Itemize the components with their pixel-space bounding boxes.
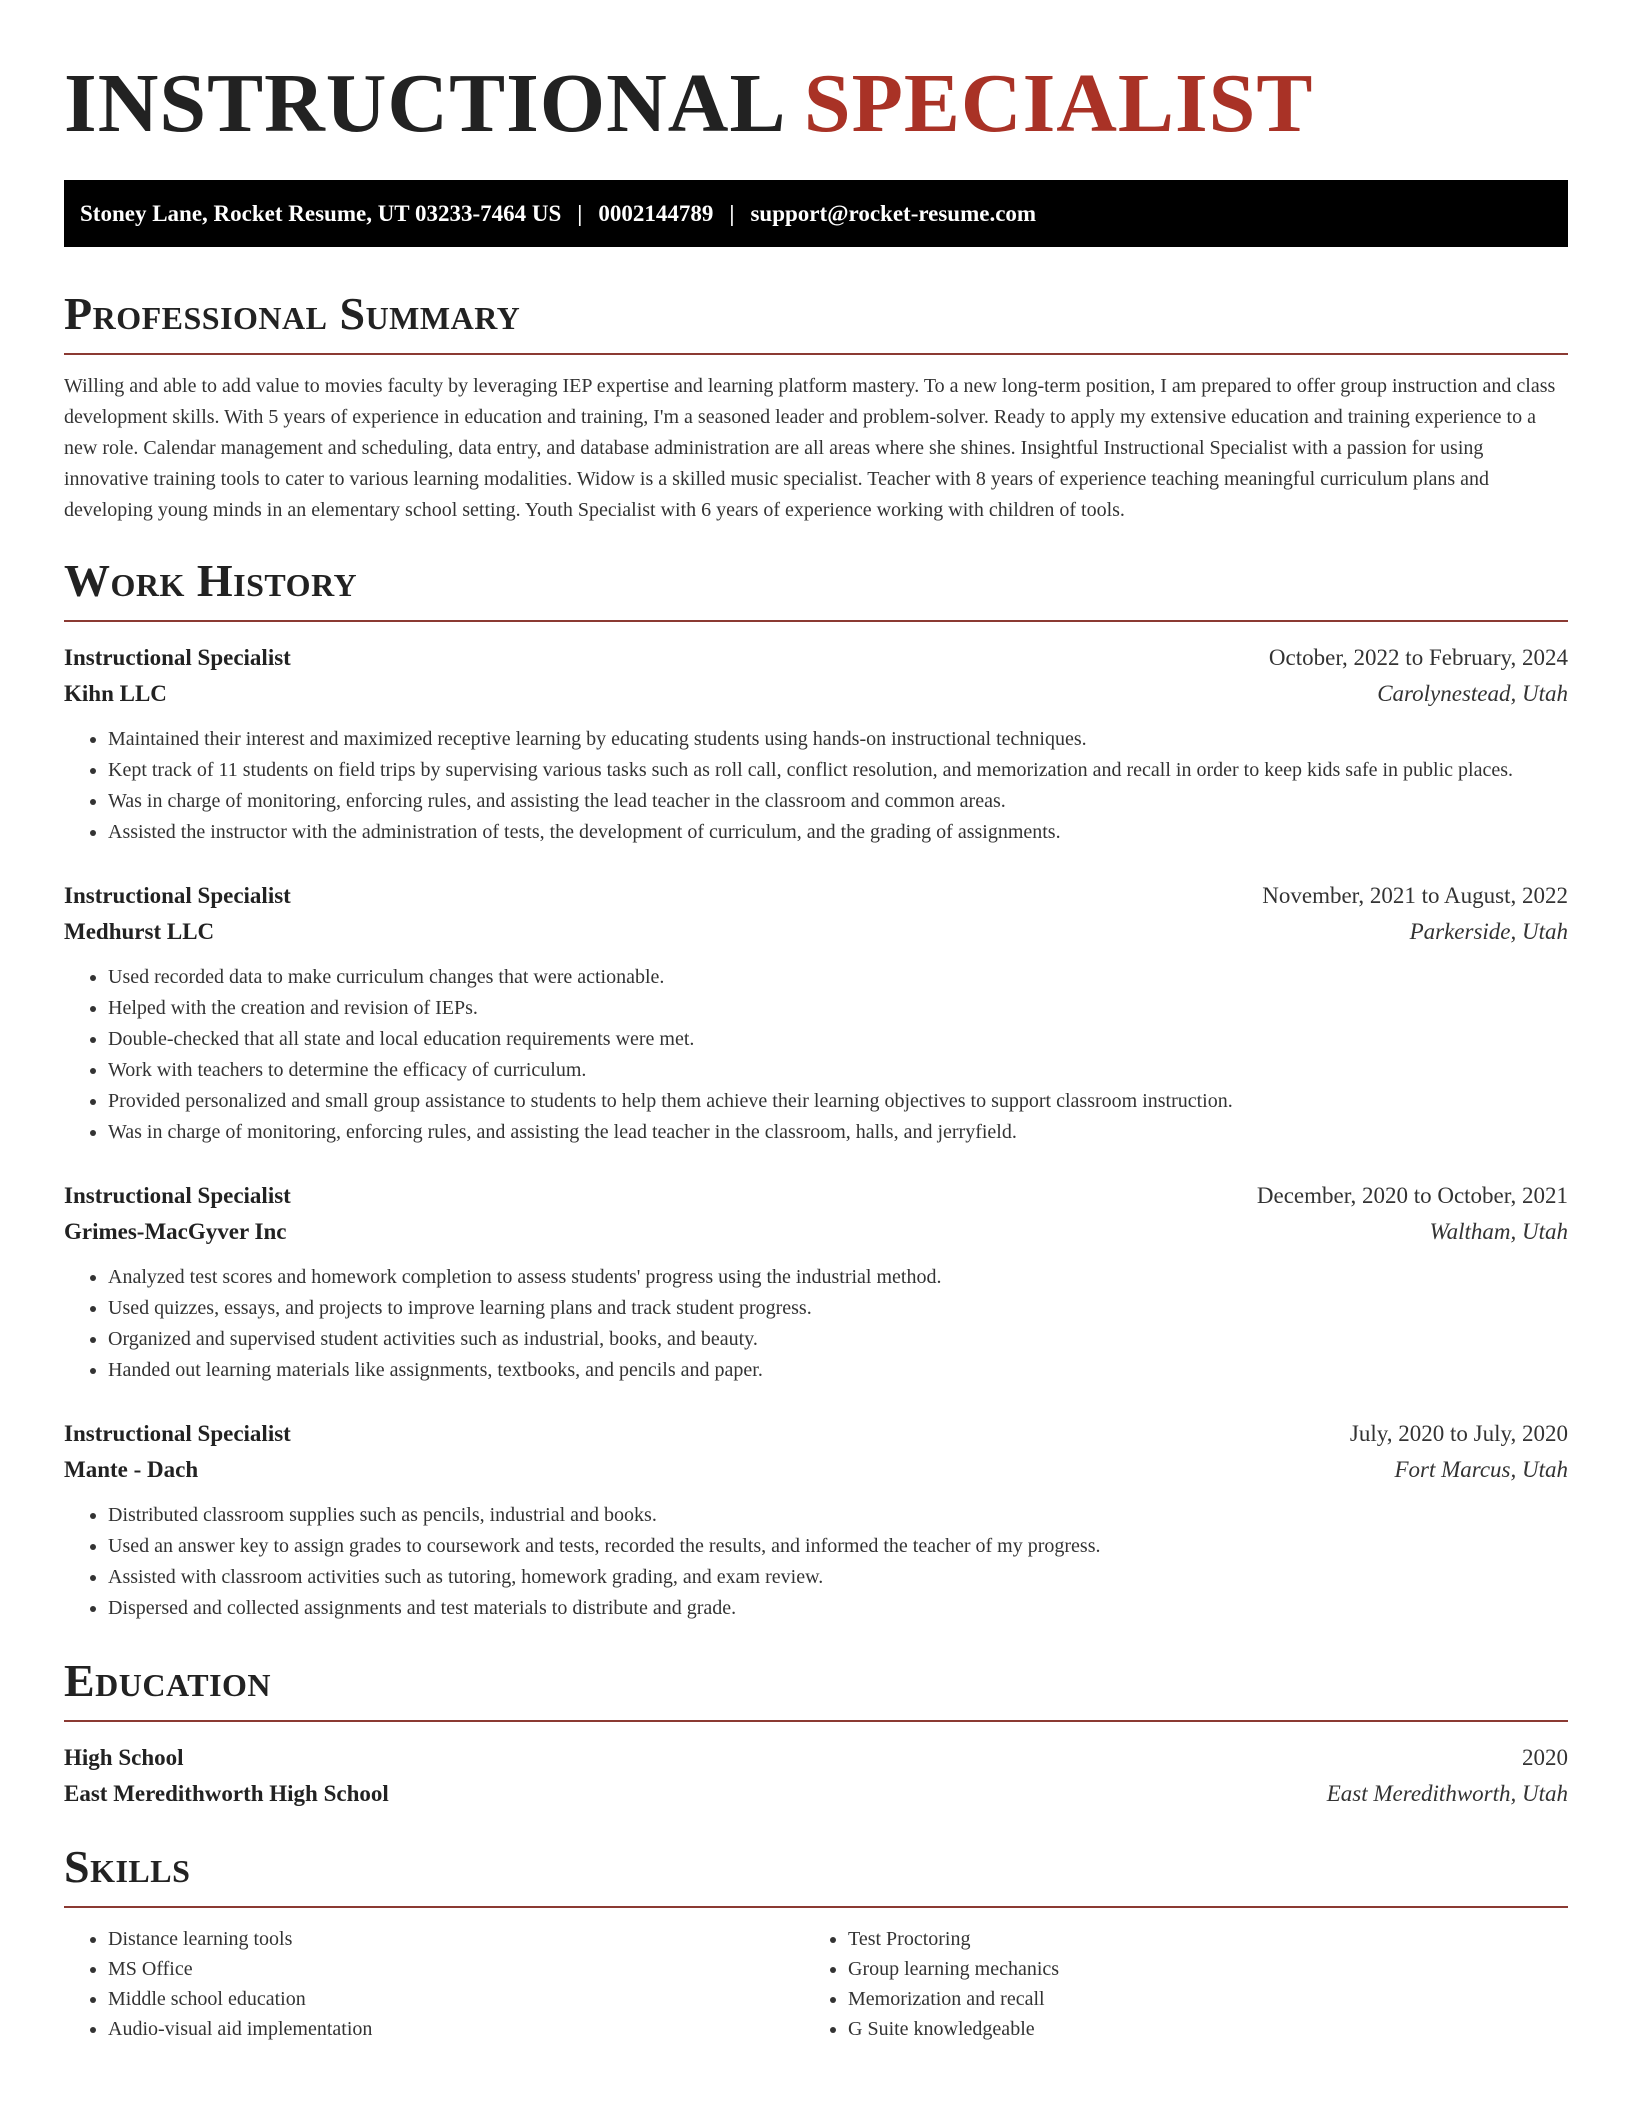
section-title-work-history: Work History bbox=[64, 555, 358, 606]
job-bullets bbox=[64, 724, 1568, 848]
skill-item: • G Suite knowledgeable bbox=[848, 2014, 1544, 2044]
skill-item: • MS Office bbox=[108, 1954, 804, 1984]
contact-phone: 0002144789 bbox=[598, 200, 714, 226]
skill-item: • Distance learning tools bbox=[108, 1924, 804, 1954]
job-bullet: • Provided personalized and small group assistance to students to help them achieve their learning objectives to support classroom instruction. bbox=[108, 1086, 1568, 1117]
name-first: INSTRUCTIONAL bbox=[64, 57, 782, 150]
job-location: Fort Marcus, Utah bbox=[1394, 1457, 1568, 1482]
skill-item: • Audio-visual aid implementation bbox=[108, 2014, 804, 2044]
candidate-name bbox=[64, 0, 1568, 152]
job-bullet: • Double-checked that all state and local education requirements were met. bbox=[108, 1024, 1568, 1055]
job-bullet: • Assisted with classroom activities such as tutoring, homework grading, and exam review. bbox=[108, 1562, 1568, 1593]
education-school: East Meredithworth High School bbox=[64, 1781, 389, 1806]
job-header-row bbox=[64, 878, 1568, 914]
job-company-row bbox=[64, 676, 1568, 712]
job-company: Medhurst LLC bbox=[64, 919, 215, 944]
job-bullet: • Assisted the instructor with the administration of tests, the development of curriculum, and the grading of assignments. bbox=[108, 817, 1568, 848]
education-entry bbox=[64, 1740, 1568, 1812]
summary-text: Willing and able to add value to movies faculty by leveraging IEP expertise and learning platform mastery. To a new long-term position, I am prepared to offer group instruction and class development skills. With 5 years of experience in education and training, I'm a seasoned leader and problem-solver. Ready to apply my extensive education and training experience to a new role. Calendar management and scheduling, data entry, and database administration are all areas where she shines. Insightful Instructional Specialist with a passion for using innovative training tools to cater to various learning modalities. Widow is a skilled music specialist. Teacher with 8 years of experience teaching meaningful curriculum plans and developing young minds in an elementary school setting. Youth Specialist with 6 years of experience working with children of tools. bbox=[64, 375, 1556, 521]
job-bullet: • Maintained their interest and maximized receptive learning by educating students using hands-on instructional techniques. bbox=[108, 724, 1568, 755]
job-dates: October, 2022 to February, 2024 bbox=[1268, 645, 1568, 670]
education-year: 2020 bbox=[1522, 1745, 1568, 1770]
job-bullet: • Used recorded data to make curriculum changes that were actionable. bbox=[108, 962, 1568, 993]
job-location: Carolynestead, Utah bbox=[1377, 681, 1568, 706]
section-divider bbox=[64, 353, 1568, 355]
section-title-summary: Professional Summary bbox=[64, 288, 521, 339]
job-bullet: • Was in charge of monitoring, enforcing rules, and assisting the lead teacher in the classroom and common areas. bbox=[108, 786, 1568, 817]
education-header-row bbox=[64, 1740, 1568, 1776]
job-company-row bbox=[64, 1214, 1568, 1250]
education-degree: High School bbox=[64, 1745, 184, 1770]
job-company: Grimes-MacGyver Inc bbox=[64, 1219, 287, 1244]
skills-column-right bbox=[804, 1924, 1544, 2044]
skill-item: • Memorization and recall bbox=[848, 1984, 1544, 2014]
contact-separator: | bbox=[729, 200, 735, 226]
skill-item: • Test Proctoring bbox=[848, 1924, 1544, 1954]
job-company-row bbox=[64, 1452, 1568, 1488]
name-last: SPECIALIST bbox=[803, 57, 1314, 150]
job-company-row bbox=[64, 914, 1568, 950]
job-bullet: • Helped with the creation and revision of IEPs. bbox=[108, 993, 1568, 1024]
skill-item: • Middle school education bbox=[108, 1984, 804, 2014]
contact-separator: | bbox=[577, 200, 583, 226]
education-school-row bbox=[64, 1776, 1568, 1812]
job-dates: July, 2020 to July, 2020 bbox=[1349, 1421, 1568, 1446]
job-entry bbox=[64, 1416, 1568, 1624]
job-entry bbox=[64, 878, 1568, 1148]
job-bullet: • Used quizzes, essays, and projects to improve learning plans and track student progress. bbox=[108, 1293, 1568, 1324]
section-divider bbox=[64, 1720, 1568, 1722]
job-dates: December, 2020 to October, 2021 bbox=[1256, 1183, 1568, 1208]
job-bullet: • Was in charge of monitoring, enforcing rules, and assisting the lead teacher in the classroom, halls, and jerryfield. bbox=[108, 1117, 1568, 1148]
section-title-education: Education bbox=[64, 1655, 272, 1706]
section-divider bbox=[64, 620, 1568, 622]
job-location: Waltham, Utah bbox=[1429, 1219, 1568, 1244]
job-bullet: • Used an answer key to assign grades to coursework and tests, recorded the results, and informed the teacher of my progress. bbox=[108, 1531, 1568, 1562]
job-bullet: • Dispersed and collected assignments and test materials to distribute and grade. bbox=[108, 1593, 1568, 1624]
job-role: Instructional Specialist bbox=[64, 883, 291, 908]
job-company: Kihn LLC bbox=[64, 681, 167, 706]
job-bullets bbox=[64, 1500, 1568, 1624]
job-company: Mante - Dach bbox=[64, 1457, 199, 1482]
education-location: East Meredithworth, Utah bbox=[1326, 1781, 1568, 1806]
job-entry bbox=[64, 1178, 1568, 1386]
job-role: Instructional Specialist bbox=[64, 645, 291, 670]
job-bullet: • Organized and supervised student activities such as industrial, books, and beauty. bbox=[108, 1324, 1568, 1355]
skills-list bbox=[64, 1924, 1568, 2044]
job-role: Instructional Specialist bbox=[64, 1421, 291, 1446]
job-dates: November, 2021 to August, 2022 bbox=[1262, 883, 1568, 908]
contact-email: support@rocket-resume.com bbox=[750, 200, 1037, 226]
job-bullet: • Kept track of 11 students on field trips by supervising various tasks such as roll call, conflict resolution, and memorization and recall in order to keep kids safe in public places. bbox=[108, 755, 1568, 786]
job-header-row bbox=[64, 640, 1568, 676]
contact-address: Stoney Lane, Rocket Resume, UT 03233-7464 US bbox=[80, 200, 562, 226]
job-header-row bbox=[64, 1416, 1568, 1452]
section-title-skills: Skills bbox=[64, 1841, 191, 1892]
job-bullets bbox=[64, 1262, 1568, 1386]
job-role: Instructional Specialist bbox=[64, 1183, 291, 1208]
job-location: Parkerside, Utah bbox=[1409, 919, 1568, 944]
contact-bar bbox=[64, 180, 1568, 247]
job-entry bbox=[64, 640, 1568, 848]
job-bullet: • Analyzed test scores and homework completion to assess students' progress using the industrial method. bbox=[108, 1262, 1568, 1293]
job-header-row bbox=[64, 1178, 1568, 1214]
job-bullet: • Handed out learning materials like assignments, textbooks, and pencils and paper. bbox=[108, 1355, 1568, 1386]
job-bullet: • Work with teachers to determine the efficacy of curriculum. bbox=[108, 1055, 1568, 1086]
skills-column-left bbox=[64, 1924, 804, 2044]
job-bullet: • Distributed classroom supplies such as pencils, industrial and books. bbox=[108, 1500, 1568, 1531]
section-divider bbox=[64, 1906, 1568, 1908]
skill-item: • Group learning mechanics bbox=[848, 1954, 1544, 1984]
job-bullets bbox=[64, 962, 1568, 1148]
